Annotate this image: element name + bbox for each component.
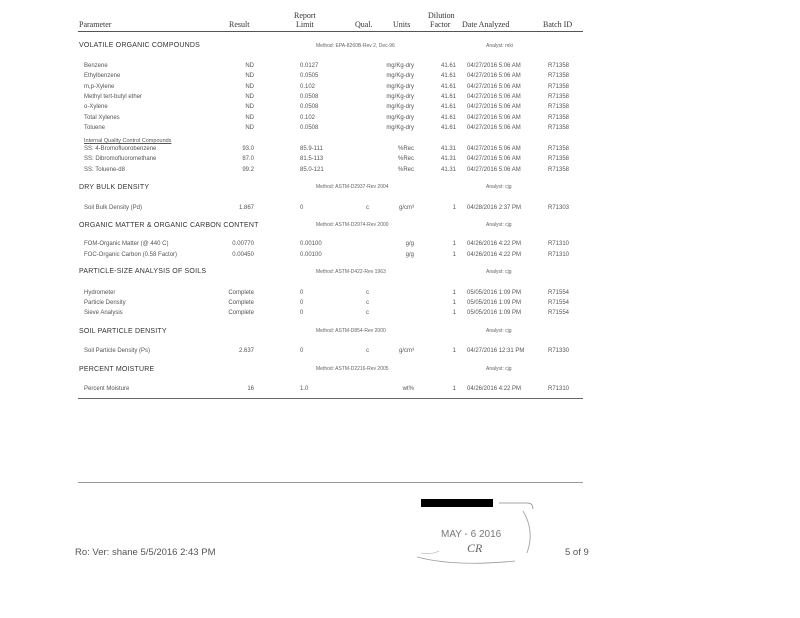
cell-result: 0.00450: [232, 251, 254, 258]
table-row: [0, 241, 800, 251]
cell-parameter: SS: 4-Bromofluorobenzene: [84, 146, 157, 152]
cell-batch-id: R71303: [548, 205, 570, 211]
header-limit: Limit: [296, 20, 314, 29]
cell-batch-id: R71358: [548, 156, 570, 163]
cell-report-limit: 0.0508: [300, 124, 319, 131]
section-title-percent-moisture: PERCENT MOISTURE: [79, 366, 155, 373]
cell-dilution-factor: 1: [452, 348, 456, 354]
cell-batch-id: R71358: [548, 114, 570, 121]
cell-units: wt%: [402, 386, 414, 392]
cell-units: mg/Kg-dry: [386, 124, 414, 131]
cell-result: ND: [245, 104, 254, 111]
cell-result: ND: [245, 114, 254, 121]
cell-dilution-factor: 1: [452, 386, 456, 392]
cell-report-limit: 0.00100: [300, 241, 322, 247]
cell-parameter: Methyl tert-butyl ether: [84, 93, 143, 100]
cell-date-analyzed: 04/27/2016 5:06 AM: [467, 166, 521, 173]
cell-date-analyzed: 04/27/2016 5:06 AM: [467, 104, 521, 111]
table-row: [0, 167, 800, 177]
cell-dilution-factor: 1: [452, 205, 456, 211]
table-row: [0, 252, 800, 262]
cell-batch-id: R71310: [548, 386, 570, 392]
cell-result: Complete: [228, 310, 254, 316]
cell-report-limit: 81.5-113: [300, 156, 324, 163]
cell-batch-id: R71358: [548, 166, 570, 173]
cell-report-limit: 0.0505: [300, 73, 319, 80]
cell-dilution-factor: 1: [452, 300, 456, 306]
cell-units: g/g: [405, 251, 414, 258]
cell-dilution-factor: 1: [452, 290, 456, 296]
method-organic: Method: ASTM-D2974-Rev 2000: [316, 222, 389, 228]
cell-batch-id: R71310: [548, 251, 570, 258]
table-row: [0, 146, 800, 156]
cell-dilution-factor: 1: [452, 241, 456, 247]
table-row: [0, 84, 800, 94]
cell-units: mg/Kg-dry: [386, 114, 414, 121]
cell-date-analyzed: 04/28/2016 2:37 PM: [467, 205, 522, 211]
table-row: [0, 104, 800, 114]
analyst-dry-bulk-density: Analyst: cjg: [486, 184, 512, 190]
cell-dilution-factor: 41.61: [440, 124, 456, 131]
cell-qualifier: c: [366, 310, 369, 316]
cell-batch-id: R71310: [548, 241, 570, 247]
cell-parameter: Total Xylenes: [84, 114, 120, 121]
analyst-organic: Analyst: cjg: [486, 222, 512, 228]
cell-report-limit: 0: [300, 348, 304, 354]
cell-dilution-factor: 1: [452, 251, 456, 258]
cell-result: 99.2: [242, 166, 254, 173]
cell-dilution-factor: 41.61: [440, 104, 456, 111]
table-row: [0, 205, 800, 215]
cell-dilution-factor: 41.61: [440, 93, 456, 100]
cell-parameter: SS: Dibromofluoromethane: [84, 156, 157, 163]
cell-report-limit: 0: [300, 300, 304, 306]
cell-batch-id: R71554: [548, 290, 570, 296]
cell-date-analyzed: 04/26/2016 4:22 PM: [467, 241, 522, 247]
cell-date-analyzed: 05/05/2016 1:09 PM: [467, 290, 522, 296]
cell-dilution-factor: 41.61: [440, 73, 456, 80]
footer-version: Ro: Ver: shane 5/5/2016 2:43 PM: [75, 547, 216, 558]
cell-dilution-factor: 41.61: [440, 63, 456, 69]
method-dry-bulk-density: Method: ASTM-D2937-Rev 2004: [316, 184, 389, 190]
cell-parameter: Hydrometer: [84, 290, 116, 296]
section-title-particle-size: PARTICLE-SIZE ANALYSIS OF SOILS: [79, 268, 207, 275]
cell-batch-id: R71358: [548, 73, 570, 80]
cell-units: g/cm³: [399, 205, 414, 211]
cell-parameter: SS: Toluene-d8: [84, 166, 125, 173]
table-row: [0, 125, 800, 135]
cell-report-limit: 0.0127: [300, 63, 319, 69]
section-title-dry-bulk-density: DRY BULK DENSITY: [79, 184, 150, 191]
page-number: 5 of 9: [565, 547, 589, 558]
analyst-soil-particle-density: Analyst: cjg: [486, 328, 512, 334]
analyst-particle-size: Analyst: cjg: [486, 269, 512, 275]
section-title-organic: ORGANIC MATTER & ORGANIC CARBON CONTENT: [79, 222, 259, 229]
cell-units: %Rec: [397, 166, 414, 173]
header-divider: [78, 31, 583, 32]
cell-report-limit: 1.0: [300, 386, 309, 392]
table-row: [0, 290, 800, 300]
method-percent-moisture: Method: ASTM-D2216-Rev 2005: [316, 366, 389, 372]
cell-qualifier: c: [366, 205, 369, 211]
cell-date-analyzed: 04/26/2016 4:22 PM: [467, 386, 522, 392]
table-row: [0, 94, 800, 104]
cell-batch-id: R71358: [548, 146, 570, 152]
cell-result: ND: [245, 124, 254, 131]
table-row: [0, 348, 800, 358]
cell-date-analyzed: 04/27/2016 5:06 AM: [467, 73, 521, 80]
cell-date-analyzed: 04/27/2016 5:06 AM: [467, 114, 521, 121]
cell-date-analyzed: 04/27/2016 5:06 AM: [467, 93, 521, 100]
header-units: Units: [393, 20, 411, 29]
cell-date-analyzed: 04/27/2016 5:06 AM: [467, 156, 521, 163]
header-dilution: Dilution: [428, 11, 455, 20]
header-parameter: Parameter: [79, 20, 112, 29]
table-row: [0, 115, 800, 125]
cell-batch-id: R71358: [548, 104, 570, 111]
cell-dilution-factor: 41.61: [440, 83, 456, 90]
cell-report-limit: 0: [300, 205, 304, 211]
cell-date-analyzed: 04/27/2016 5:06 AM: [467, 146, 521, 152]
cell-date-analyzed: 04/27/2016 5:06 AM: [467, 83, 521, 90]
cell-units: g/cm³: [399, 348, 414, 354]
cell-batch-id: R71554: [548, 310, 570, 316]
cell-dilution-factor: 41.31: [440, 156, 456, 163]
cell-parameter: FOC-Organic Carbon (0.58 Factor): [84, 251, 178, 258]
cell-parameter: Soil Particle Density (Ps): [84, 348, 151, 354]
method-voc: Method: EPA-8260B-Rev 2, Dec-96: [316, 43, 395, 49]
table-row: [0, 156, 800, 166]
analyst-voc: Analyst: mki: [486, 43, 513, 49]
cell-parameter: o-Xylene: [84, 104, 108, 111]
cell-report-limit: 0.0508: [300, 93, 319, 100]
cell-report-limit: 0.00100: [300, 251, 322, 258]
cell-units: %Rec: [397, 156, 414, 163]
cell-result: 1.867: [238, 205, 254, 211]
cell-report-limit: 85.0-121: [300, 166, 324, 173]
header-result: Result: [229, 20, 250, 29]
cell-dilution-factor: 41.61: [440, 114, 456, 121]
header-factor: Factor: [430, 20, 451, 29]
cell-batch-id: R71358: [548, 93, 570, 100]
cell-parameter: Toluene: [84, 124, 106, 131]
cell-parameter: m,p-Xylene: [84, 83, 115, 90]
cell-result: ND: [245, 93, 254, 100]
cell-date-analyzed: 05/05/2016 1:09 PM: [467, 310, 522, 316]
cell-qualifier: c: [366, 348, 369, 354]
cell-batch-id: R71358: [548, 124, 570, 131]
cell-result: 0.00770: [232, 241, 254, 247]
footer-rule: [78, 482, 583, 483]
header-qual: Qual.: [355, 20, 373, 29]
cell-batch-id: R71358: [548, 63, 570, 69]
cell-result: 87.0: [242, 156, 254, 163]
cell-result: Complete: [228, 300, 254, 306]
cell-date-analyzed: 04/27/2016 5:06 AM: [467, 124, 521, 131]
header-report: Report: [294, 11, 316, 20]
cell-report-limit: 0.102: [300, 114, 316, 121]
cell-result: ND: [245, 63, 254, 69]
cell-report-limit: 0.0508: [300, 104, 319, 111]
table-row: [0, 310, 800, 320]
method-particle-size: Method: ASTM-D422-Rev 1963: [316, 269, 386, 275]
cell-parameter: Soil Bulk Density (Pd): [84, 205, 143, 211]
stamp-initials: CR: [467, 541, 483, 555]
header-date-analyzed: Date Analyzed: [462, 20, 510, 29]
cell-units: mg/Kg-dry: [386, 93, 414, 100]
surrogate-subheading: Internal Quality Control Compounds: [84, 138, 172, 144]
cell-result: 2.637: [238, 348, 254, 354]
table-row: [0, 73, 800, 83]
cell-parameter: FOM-Organic Matter (@ 440 C): [84, 241, 169, 247]
cell-units: mg/Kg-dry: [386, 104, 414, 111]
received-stamp: [415, 495, 545, 567]
cell-report-limit: 85.9-111: [300, 146, 323, 152]
cell-batch-id: R71358: [548, 83, 570, 90]
header-batch-id: Batch ID: [543, 20, 573, 29]
cell-parameter: Sieve Analysis: [84, 310, 123, 316]
cell-dilution-factor: 41.31: [440, 166, 456, 173]
cell-result: 16: [247, 386, 254, 392]
cell-batch-id: R71554: [548, 300, 570, 306]
method-soil-particle-density: Method: ASTM-D854-Rev 2000: [316, 328, 386, 334]
cell-parameter: Benzene: [84, 63, 108, 69]
cell-units: g/g: [405, 241, 414, 247]
table-row: [0, 386, 800, 396]
cell-batch-id: R71330: [548, 348, 570, 354]
analyst-percent-moisture: Analyst: cjg: [486, 366, 512, 372]
cell-result: ND: [245, 83, 254, 90]
stamp-date: MAY - 6 2016: [441, 529, 502, 540]
cell-parameter: Percent Moisture: [84, 386, 130, 392]
cell-units: mg/Kg-dry: [386, 73, 414, 80]
section-title-soil-particle-density: SOIL PARTICLE DENSITY: [79, 328, 167, 335]
cell-report-limit: 0: [300, 290, 304, 296]
cell-result: Complete: [228, 290, 254, 296]
cell-units: mg/Kg-dry: [386, 83, 414, 90]
cell-units: mg/Kg-dry: [386, 63, 414, 69]
cell-dilution-factor: 1: [452, 310, 456, 316]
cell-parameter: Particle Density: [84, 300, 126, 306]
section-title-voc: VOLATILE ORGANIC COMPOUNDS: [79, 42, 200, 49]
cell-qualifier: c: [366, 300, 369, 306]
table-end-line: [78, 398, 583, 399]
cell-date-analyzed: 04/27/2016 12:31 PM: [467, 348, 525, 354]
cell-date-analyzed: 05/05/2016 1:09 PM: [467, 300, 522, 306]
table-row: [0, 300, 800, 310]
cell-date-analyzed: 04/27/2016 5:06 AM: [467, 63, 521, 69]
cell-result: ND: [245, 73, 254, 80]
cell-report-limit: 0: [300, 310, 304, 316]
table-row: [0, 63, 800, 73]
cell-report-limit: 0.102: [300, 83, 316, 90]
cell-qualifier: c: [366, 290, 369, 296]
cell-result: 93.0: [242, 146, 254, 152]
cell-units: %Rec: [397, 146, 414, 152]
cell-dilution-factor: 41.31: [440, 146, 456, 152]
cell-date-analyzed: 04/26/2016 4:22 PM: [467, 251, 522, 258]
cell-parameter: Ethylbenzene: [84, 73, 121, 80]
